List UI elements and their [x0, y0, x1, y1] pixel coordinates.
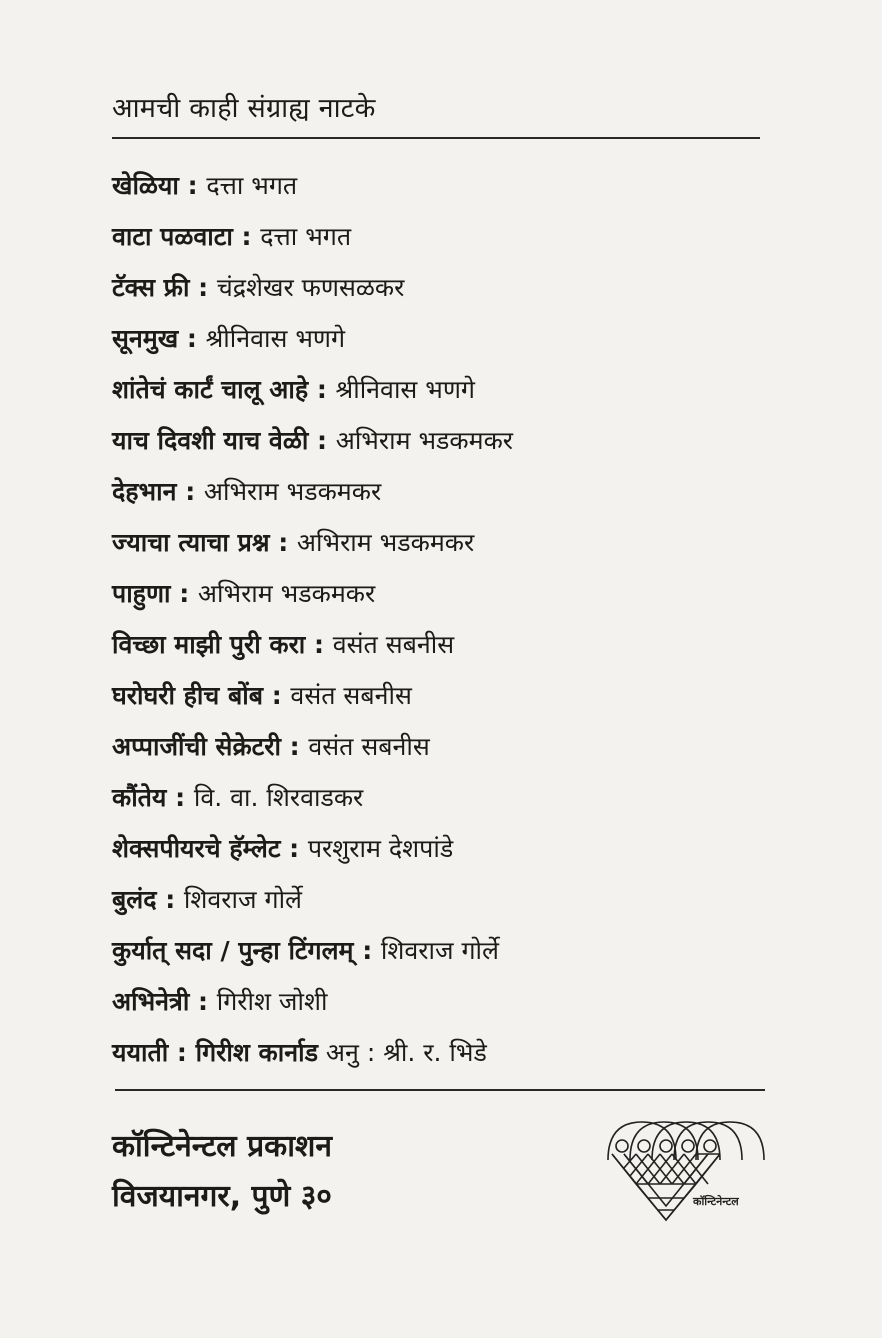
play-entry [112, 976, 772, 1027]
play-author: अभिराम भडकमकर [296, 528, 475, 557]
play-entry [112, 925, 772, 976]
play-separator: : [166, 783, 194, 812]
play-separator: : [232, 222, 261, 251]
play-author: अभिराम भडकमकर [335, 426, 513, 455]
play-title: बुलंद [112, 885, 157, 914]
play-separator: : [176, 477, 204, 506]
play-entry [112, 670, 772, 721]
play-author: गिरीश जोशी [216, 987, 328, 1016]
play-author: वसंत सबनीस [290, 681, 412, 710]
play-title: देहभान [112, 477, 177, 506]
play-title: ययाती : गिरीश कार्नाड [112, 1038, 318, 1067]
play-translator-label: अनु : [317, 1038, 384, 1067]
play-entry [112, 211, 772, 262]
play-entry [112, 1027, 772, 1078]
play-author: श्रीनिवास भणगे [335, 375, 476, 404]
play-separator: : [170, 579, 198, 608]
play-separator: : [305, 630, 333, 659]
play-separator: : [178, 171, 207, 200]
play-entry [112, 160, 772, 211]
play-separator: : [189, 273, 217, 302]
play-separator: : [308, 375, 336, 404]
play-entry [112, 262, 772, 313]
play-entry [112, 721, 772, 772]
play-separator: : [280, 834, 308, 863]
play-separator: : [263, 681, 291, 710]
play-separator: : [308, 426, 336, 455]
play-entry [112, 619, 772, 670]
play-title: ज्याचा त्याचा प्रश्न [112, 528, 270, 557]
play-author: शिवराज गोर्ले [183, 885, 302, 914]
play-separator: : [178, 324, 206, 353]
bottom-divider [115, 1089, 765, 1091]
play-title: वाटा पळवाटा [112, 222, 233, 251]
publisher-block [112, 1122, 332, 1222]
play-author: वि. वा. शिरवाडकर [193, 783, 364, 812]
publisher-name: कॉन्टिनेन्टल प्रकाशन [112, 1129, 333, 1164]
plays-list [112, 160, 772, 1078]
play-entry [112, 823, 772, 874]
play-title: सूनमुख [112, 324, 179, 353]
play-entry [112, 772, 772, 823]
play-author: परशुराम देशपांडे [307, 834, 454, 863]
play-author: वसंत सबनीस [308, 732, 430, 761]
play-author: दत्ता भगत [260, 222, 352, 251]
top-divider [112, 137, 760, 139]
play-entry [112, 313, 772, 364]
play-title: अभिनेत्री [112, 987, 190, 1016]
play-entry [112, 466, 772, 517]
page-heading: आमची काही संग्राह्य नाटके [112, 93, 376, 124]
play-title: शेक्सपीयरचे हॅम्लेट [112, 834, 281, 863]
play-author: श्री. र. भिडे [383, 1038, 487, 1067]
play-author: वसंत सबनीस [332, 630, 455, 659]
play-separator: : [269, 528, 297, 557]
play-separator: : [189, 987, 217, 1016]
play-title: अप्पाजींची सेक्रेटरी [112, 732, 281, 761]
play-entry [112, 415, 772, 466]
play-title: शांतेचं कार्टं चालू आहे [112, 375, 309, 404]
play-separator: : [353, 936, 381, 965]
play-entry [112, 874, 772, 925]
play-entry [112, 364, 772, 415]
play-entry [112, 517, 772, 568]
logo-text: कॉन्टिनेन्टल [693, 1195, 739, 1208]
play-title: घरोघरी हीच बोंब [112, 681, 264, 710]
play-title: पाहुणा [112, 579, 171, 608]
play-title: याच दिवशी याच वेळी [112, 426, 309, 455]
play-title: टॅक्स फ्री [112, 273, 190, 302]
play-title: कुर्यात् सदा / पुन्हा टिंगलम् [112, 936, 354, 965]
play-author: अभिराम भडकमकर [203, 477, 382, 506]
play-title: कौंतेय [112, 783, 167, 812]
play-separator: : [280, 732, 309, 761]
play-author: श्रीनिवास भणगे [205, 324, 346, 353]
publisher-address: विजयानगर, पुणे ३० [112, 1179, 332, 1214]
play-entry [112, 568, 772, 619]
play-title: विच्छा माझी पुरी करा [112, 630, 306, 659]
play-author: दत्ता भगत [206, 171, 298, 200]
play-separator: : [156, 885, 184, 914]
publisher-logo-icon [600, 1108, 770, 1226]
play-author: शिवराज गोर्ले [380, 936, 499, 965]
play-title: खेळिया [112, 171, 179, 200]
play-author: चंद्रशेखर फणसळकर [216, 273, 405, 302]
play-author: अभिराम भडकमकर [197, 579, 376, 608]
